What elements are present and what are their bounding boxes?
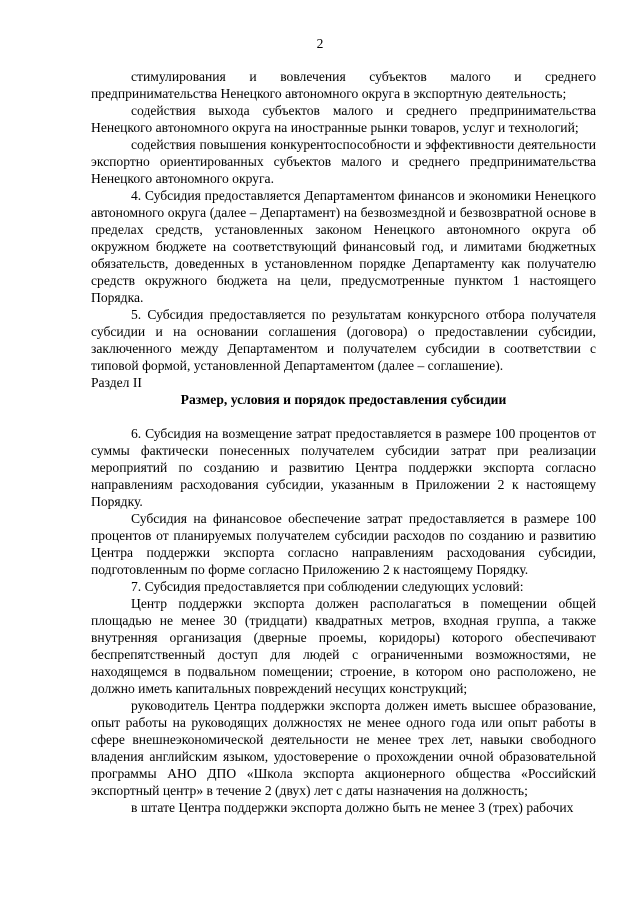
paragraph: содействия повышения конкурентоспособности и эффективности деятельности экспортно ориентированных субъектов малого и среднего предпринимательства Ненецкого автономного округа. xyxy=(91,137,596,186)
section-label: Раздел II xyxy=(91,375,142,390)
paragraph-item-7: 7. Субсидия предоставляется при соблюдении следующих условий: xyxy=(131,579,524,594)
paragraph-item-4: 4. Субсидия предоставляется Департаментом финансов и экономики Ненецкого автономного округа (далее – Департамент) на безвозмездной и безвозвратной основе в пределах средств, установленных законом Ненецкого автономного округа об окружном бюджете на соответствующий финансовый год, и лимитами бюджетных обязательств, доведенных в установленном порядке Департаменту как получателю средств окружного бюджета на цели, предусмотренные пунктом 1 настоящего Порядка. xyxy=(91,188,596,305)
paragraph: стимулирования и вовлечения субъектов малого и среднего предпринимательства Ненецкого автономного округа в экспортную деятельность; xyxy=(91,69,596,101)
page-number: 2 xyxy=(316,36,324,51)
paragraph-item-6: 6. Субсидия на возмещение затрат предоставляется в размере 100 процентов от суммы фактически понесенных получателем субсидии затрат при реализации мероприятий по созданию и развитию Центра поддержки экспорта согласно направлениям расходования субсидии, указанным в Приложении 2 к настоящему Порядку. xyxy=(91,426,596,509)
paragraph: Центр поддержки экспорта должен располагаться в помещении общей площадью не менее 30 (тридцати) квадратных метров, входная группа, а также внутренняя организация (дверные проемы, коридоры) которого обеспечивают беспрепятственный доступ для людей с ограниченными возможностями, не находящемся в подвальном помещении; строение, в котором оно расположено, не должно иметь капитальных повреждений несущих конструкций; xyxy=(91,596,596,696)
paragraph: содействия выхода субъектов малого и среднего предпринимательства Ненецкого автономного округа на иностранные рынки товаров, услуг и технологий; xyxy=(91,103,596,135)
section-title: Размер, условия и порядок предоставления субсидии xyxy=(180,392,507,407)
paragraph: руководитель Центра поддержки экспорта должен иметь высшее образование, опыт работы на руководящих должностях не менее одного года или опыт работы в сфере внешнеэкономической деятельности не менее трех лет, навыки свободного владения английским языком, удостоверение о прохождении очной образовательной программы АНО ДПО «Школа экспорта акционерного общества «Российский экспортный центр» в течение 2 (двух) лет с даты назначения на должность; xyxy=(91,698,596,798)
paragraph: Субсидия на финансовое обеспечение затрат предоставляется в размере 100 процентов от планируемых получателем субсидии расходов по созданию и развитию Центра поддержки экспорта согласно направлениям расходования субсидии, подготовленным по форме согласно Приложению 2 к настоящему Порядку. xyxy=(91,511,596,577)
paragraph: в штате Центра поддержки экспорта должно быть не менее 3 (трех) рабочих xyxy=(131,800,574,815)
paragraph-item-5: 5. Субсидия предоставляется по результатам конкурсного отбора получателя субсидии и на основании соглашения (договора) о предоставлении субсидии, заключенного между Департаментом и получателем субсидии в соответствии с типовой формой, установленной Департаментом (далее – соглашение). xyxy=(91,307,596,373)
document-body xyxy=(91,68,596,816)
